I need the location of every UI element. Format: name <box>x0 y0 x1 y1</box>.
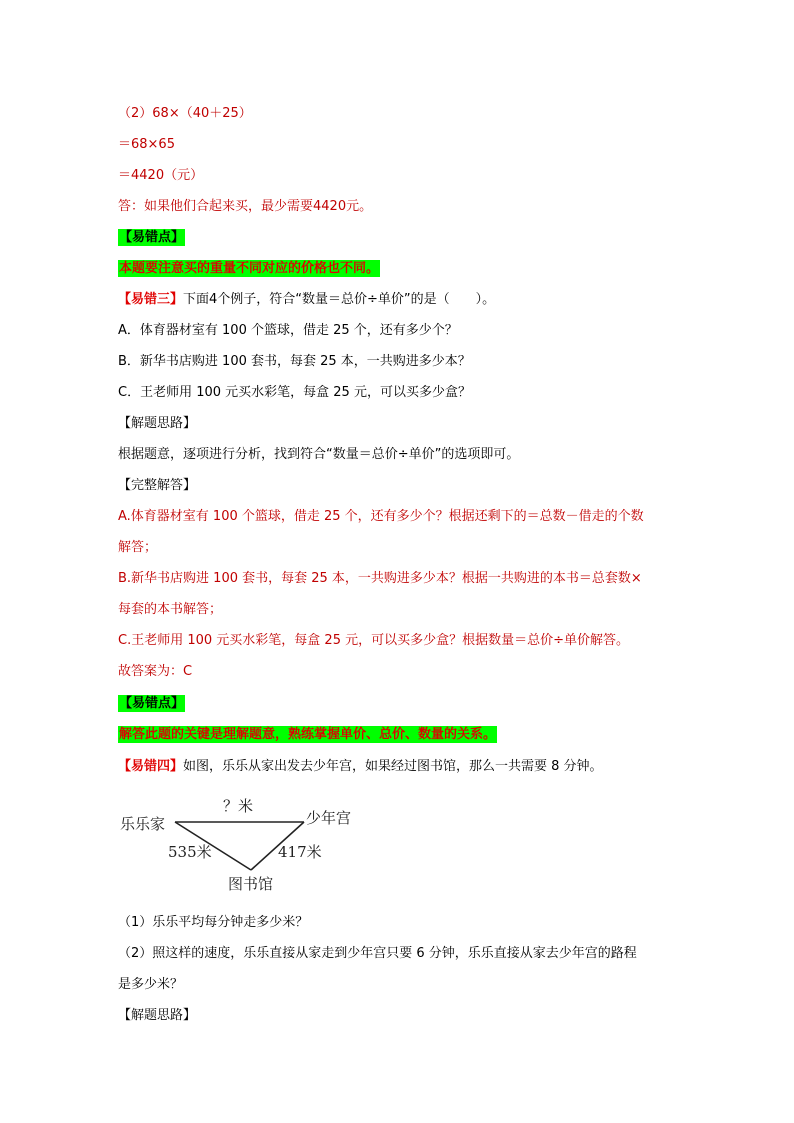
q4-subquestion-2-line-1: （2）照这样的速度，乐乐直接从家走到少年宫只要 6 分钟，乐乐直接从家去少年宫的路程 <box>118 946 637 961</box>
q4-subquestion-2-line-2: 是多少米？ <box>118 977 184 992</box>
tip1-tag: 【易错点】 <box>119 230 185 245</box>
q4-stem: 如图，乐乐从家出发去少年宫，如果经过图书馆，那么一共需要 8 分钟。 <box>183 759 603 774</box>
youth-palace-label: 少年宫 <box>306 809 352 827</box>
tip2-tag-line <box>118 696 185 712</box>
tip2-text-line <box>118 727 497 743</box>
home-label: 乐乐家 <box>120 815 166 833</box>
tip2-tag: 【易错点】 <box>119 696 185 711</box>
left-distance-label: 535米 <box>168 843 212 861</box>
q4-stem-line <box>118 759 603 775</box>
calc-line-3: ＝4420（元） <box>118 168 204 183</box>
tip1-text-line <box>118 261 380 277</box>
q3-solution-a-1: A.体育器材室有 100 个篮球，借走 25 个，还有多少个？根据还剩下的＝总数－借走的个数 <box>118 509 644 524</box>
q3-option-b: B．新华书店购进 100 套书，每套 25 本，一共购进多少本？ <box>118 354 471 369</box>
tip2-text: 解答此题的关键是理解题意，熟练掌握单价、总价、数量的关系。 <box>119 727 497 742</box>
q3-solution-b-1: B.新华书店购进 100 套书，每套 25 本，一共购进多少本？根据一共购进的本书＝总套数× <box>118 571 642 586</box>
top-distance-label: ？米 <box>223 797 254 815</box>
q3-thinking-text: 根据题意，逐项进行分析，找到符合“数量＝总价÷单价”的选项即可。 <box>118 447 520 462</box>
q3-option-a: A．体育器材室有 100 个篮球，借走 25 个，还有多少个？ <box>118 323 458 338</box>
q3-solution-c: C.王老师用 100 元买水彩笔，每盒 25 元，可以买多少盒？根据数量＝总价÷单价解答。 <box>118 633 629 648</box>
answer-suffix: 元。 <box>346 199 373 214</box>
q4-thinking-title: 【解题思路】 <box>118 1008 197 1023</box>
route-diagram <box>118 797 368 900</box>
answer-line <box>118 199 372 215</box>
calc-line-2: ＝68×65 <box>118 137 175 152</box>
q3-tag: 【易错三】 <box>118 292 184 307</box>
answer-prefix: 答：如果他们合起来买，最少需要 <box>118 199 314 214</box>
q3-solution-a-2: 解答； <box>118 540 158 555</box>
q4-subquestion-1: （1）乐乐平均每分钟走多少米？ <box>118 915 309 930</box>
answer-value: 4420 <box>313 199 347 214</box>
q3-solution-b-2: 每套的本书解答； <box>118 602 223 617</box>
q3-solution-title: 【完整解答】 <box>118 478 197 493</box>
library-label: 图书馆 <box>228 875 274 893</box>
tip1-text: 本题要注意买的重量不同对应的价格也不同。 <box>119 261 380 276</box>
q3-final-answer: 故答案为：C <box>118 664 193 679</box>
q3-thinking-title: 【解题思路】 <box>118 416 197 431</box>
q3-option-c: C．王老师用 100 元买水彩笔，每盒 25 元，可以买多少盒？ <box>118 385 471 400</box>
calc-line-1: （2）68×（40＋25） <box>118 106 252 121</box>
tip1-tag-line <box>118 230 185 246</box>
q3-stem: 下面4个例子，符合“数量＝总价÷单价”的是（ ）。 <box>183 292 496 307</box>
q4-tag: 【易错四】 <box>118 759 184 774</box>
q3-stem-line <box>118 292 495 308</box>
right-distance-label: 417米 <box>278 843 322 861</box>
